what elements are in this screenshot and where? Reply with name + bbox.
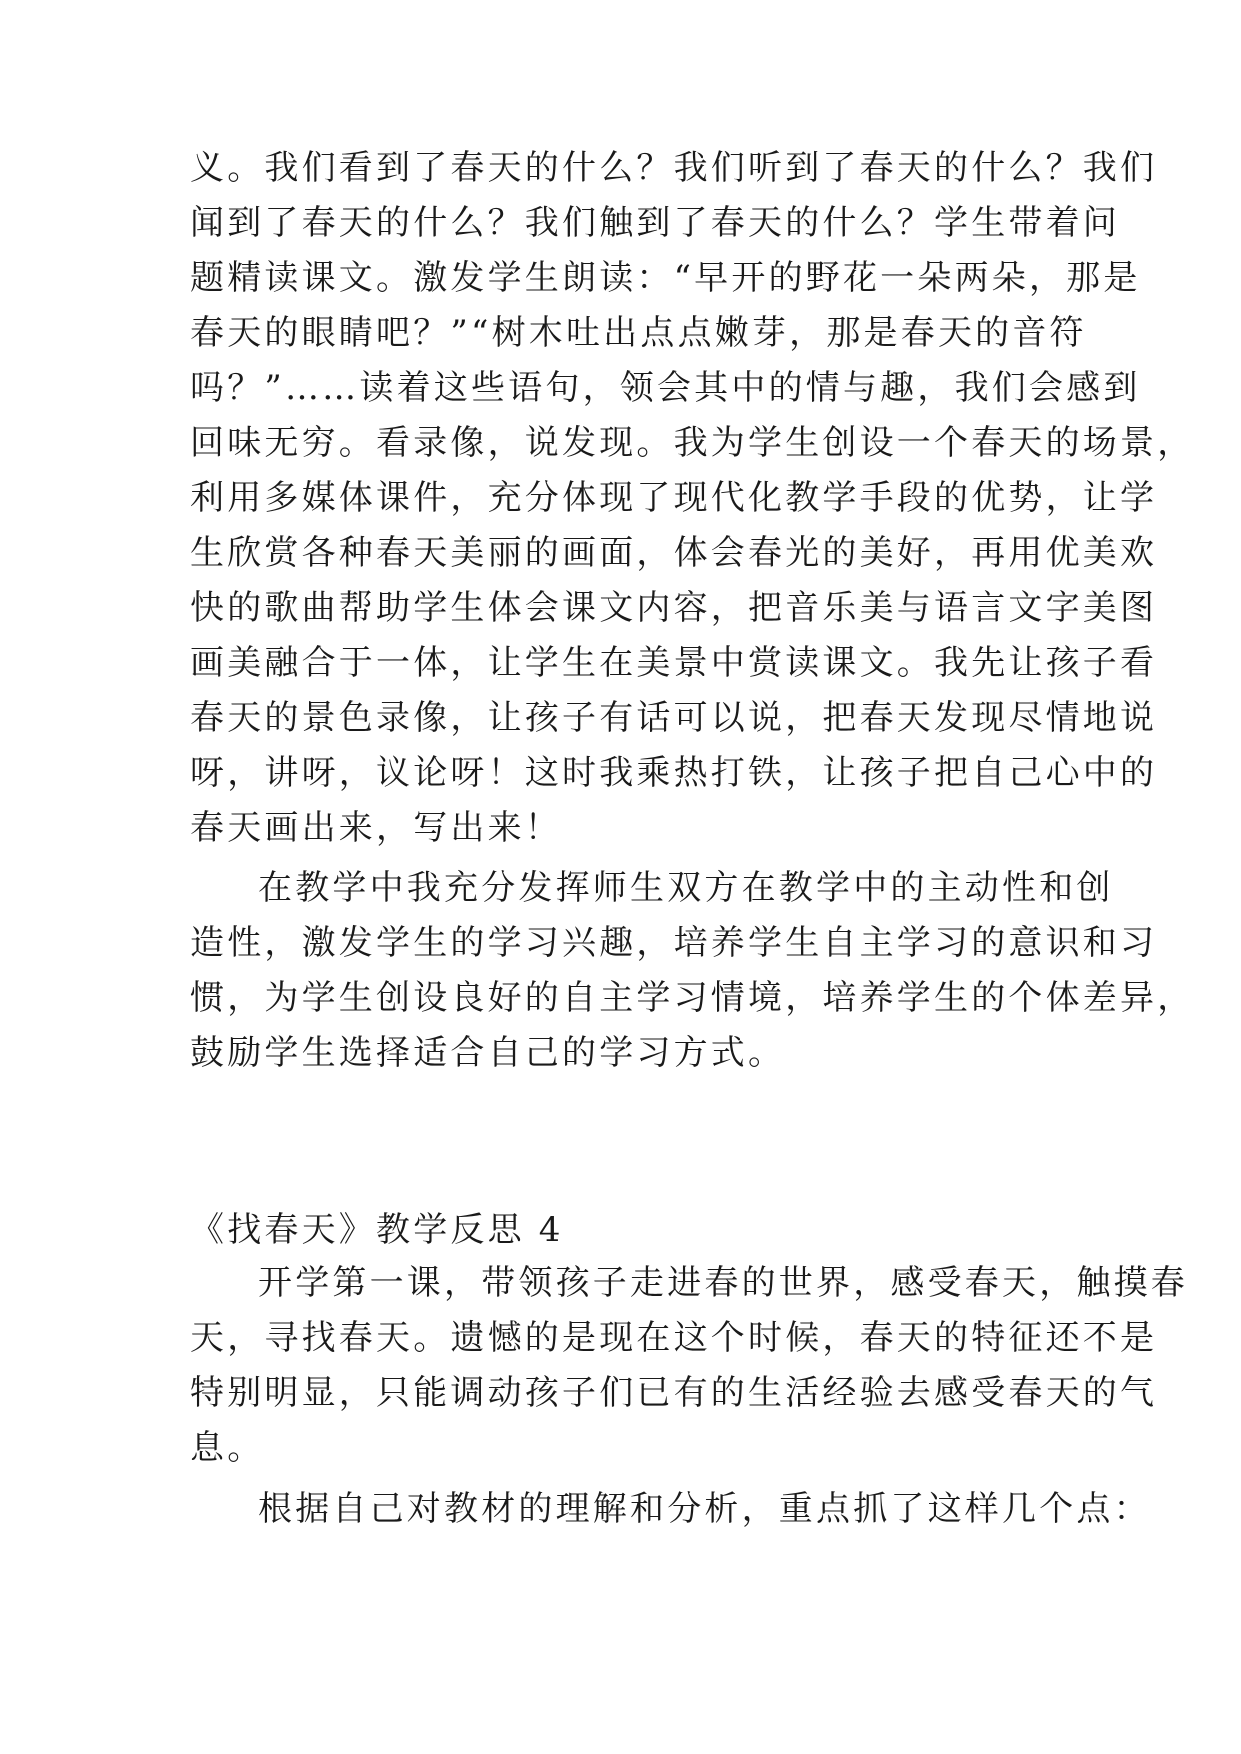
paragraph-line: 春天的景色录像，让孩子有话可以说，把春天发现尽情地说 xyxy=(190,698,1158,738)
paragraph-line: 春天的眼睛吧？”“树木吐出点点嫩芽，那是春天的音符 xyxy=(190,313,1087,353)
paragraph-line: 呀，讲呀，议论呀！这时我乘热打铁，让孩子把自己心中的 xyxy=(190,753,1158,793)
paragraph-line: 鼓励学生选择适合自己的学习方式。 xyxy=(190,1033,786,1073)
paragraph-line: 利用多媒体课件，充分体现了现代化教学手段的优势，让学 xyxy=(190,478,1158,518)
paragraph-line: 快的歌曲帮助学生体会课文内容，把音乐美与语言文字美图 xyxy=(190,588,1158,628)
paragraph-line: 在教学中我充分发挥师生双方在教学中的主动性和创 xyxy=(258,868,1114,908)
paragraph-line: 回味无穷。看录像，说发现。我为学生创设一个春天的场景， xyxy=(190,423,1195,463)
paragraph-line: 吗？”……读着这些语句，领会其中的情与趣，我们会感到 xyxy=(190,368,1141,408)
paragraph-line: 开学第一课，带领孩子走进春的世界，感受春天，触摸春 xyxy=(258,1263,1188,1303)
paragraph-line: 生欣赏各种春天美丽的画面，体会春光的美好，再用优美欢 xyxy=(190,533,1158,573)
section-title: 《找春天》教学反思 4 xyxy=(190,1210,564,1250)
paragraph-line: 题精读课文。激发学生朗读：“早开的野花一朵两朵，那是 xyxy=(190,258,1141,298)
paragraph-line: 义。我们看到了春天的什么？我们听到了春天的什么？我们 xyxy=(190,148,1158,188)
paragraph-line: 特别明显，只能调动孩子们已有的生活经验去感受春天的气 xyxy=(190,1373,1158,1413)
paragraph-line: 根据自己对教材的理解和分析，重点抓了这样几个点： xyxy=(258,1489,1151,1529)
paragraph-line: 闻到了春天的什么？我们触到了春天的什么？学生带着问 xyxy=(190,203,1120,243)
paragraph-line: 画美融合于一体，让学生在美景中赏读课文。我先让孩子看 xyxy=(190,643,1158,683)
paragraph-line: 息。 xyxy=(190,1428,265,1468)
paragraph-line: 春天画出来，写出来！ xyxy=(190,808,562,848)
paragraph-line: 天，寻找春天。遗憾的是现在这个时候，春天的特征还不是 xyxy=(190,1318,1158,1358)
paragraph-line: 造性，激发学生的学习兴趣，培养学生自主学习的意识和习 xyxy=(190,923,1158,963)
paragraph-line: 惯，为学生创设良好的自主学习情境，培养学生的个体差异， xyxy=(190,978,1195,1018)
